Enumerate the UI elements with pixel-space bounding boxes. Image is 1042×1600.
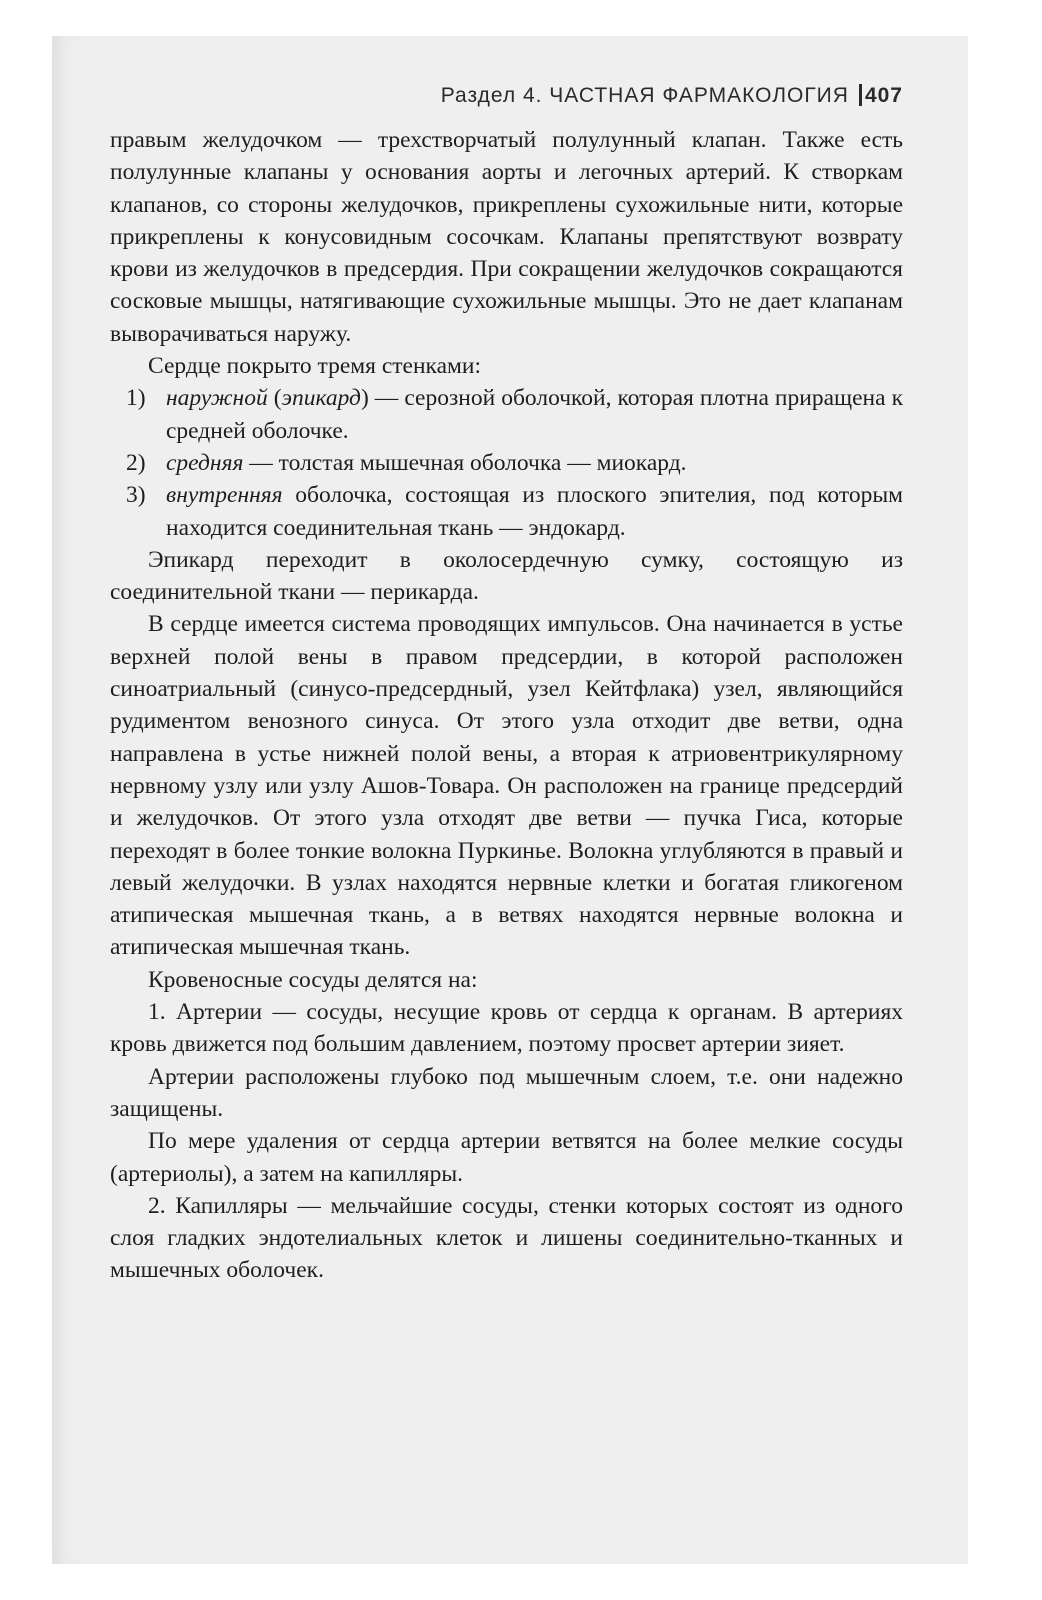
list-term: внутренняя bbox=[166, 482, 283, 509]
paragraph: Эпикард переходит в околосердечную сумку, состоящую из соединительной ткани — перикарда. bbox=[110, 546, 903, 606]
list-description: — толстая мышечная оболочка — миокард. bbox=[243, 449, 687, 476]
list-term-alt: эпикард bbox=[281, 385, 361, 412]
paragraph: Артерии расположены глубоко под мышечным слоем, т.е. они надежно защищены. bbox=[110, 1063, 903, 1122]
list-description: оболочка, состоящая из плоского эпителия, под которым находится соединительная ткань — эндокард. bbox=[166, 482, 903, 541]
list-item bbox=[110, 447, 903, 479]
list-term: средняя bbox=[166, 449, 244, 476]
list-description: — серозной оболочкой, которая плотна приращена к средней оболочке. bbox=[166, 385, 903, 444]
list-number: 1) bbox=[126, 385, 146, 412]
list-term: наружной bbox=[166, 385, 268, 412]
paragraph: В сердце имеется система проводящих импульсов. Она начинается в устье верхней полой вены в правом предсердии, в которой расположен синоатриальный (синусо-предсердный, узел Кейтфлака) узел, являющийся рудиментом венозного синуса. От этого узла отходит две ветви, одна направлена в устье нижней полой вены, а вторая к атриовентрикулярному нервному узлу или узлу Ашов-Товара. Он расположен на границе предсердий и желудочков. От этого узла отходят две ветви — пучка Гиса, которые переходят в более тонкие волокна Пуркинье. Волокна углубляются в правый и левый желудочки. В узлах находятся нервные клетки и богатая гликогеном атипическая мышечная ткань, а в ветвях находятся нервные волокна и атипическая мышечная ткань. bbox=[110, 611, 903, 961]
paragraph: Сердце покрыто тремя стенками: bbox=[148, 353, 482, 380]
list-item bbox=[110, 382, 903, 447]
paragraph: правым желудочком — трехстворчатый полулунный клапан. Также есть полулунные клапаны у основания аорты и легочных артерий. К створкам клапанов, со стороны желудочков, прикреплены сухожильные нити, которые прикреплены к конусовидным сосочкам. Клапаны препятствуют возврату крови из желудочков в предсердия. При сокращении желудочков сокращаются сосковые мышцы, натягивающие сухожильные мышцы. Это не дает клапанам выворачиваться наружу. bbox=[110, 127, 903, 347]
header-separator bbox=[859, 84, 862, 106]
page-body bbox=[110, 124, 903, 1287]
running-header bbox=[110, 84, 903, 108]
list-text bbox=[166, 447, 903, 479]
paragraph: По мере удаления от сердца артерии ветвятся на более мелкие сосуды (артериолы), а затем на капилляры. bbox=[110, 1128, 903, 1187]
paragraph: Кровеносные сосуды делятся на: bbox=[148, 966, 478, 993]
section-title: Раздел 4. ЧАСТНАЯ ФАРМАКОЛОГИЯ bbox=[440, 84, 849, 107]
list-number: 3) bbox=[126, 482, 146, 509]
page-number: 407 bbox=[864, 84, 903, 107]
list-item bbox=[110, 479, 903, 544]
list-text bbox=[166, 479, 903, 544]
paragraph: 1. Артерии — сосуды, несущие кровь от сердца к органам. В артериях кровь движется под большим давлением, поэтому просвет артерии зияет. bbox=[110, 999, 903, 1058]
paragraph: 2. Капилляры — мельчайшие сосуды, стенки которых состоят из одного слоя гладких эндотелиальных клеток и лишены соединительно-тканных и мышечных оболочек. bbox=[110, 1192, 903, 1284]
list-text: наружной (эпикард) — серозной оболочкой, которая плотна приращена к средней оболочке. bbox=[166, 385, 903, 444]
list-number: 2) bbox=[126, 449, 146, 476]
